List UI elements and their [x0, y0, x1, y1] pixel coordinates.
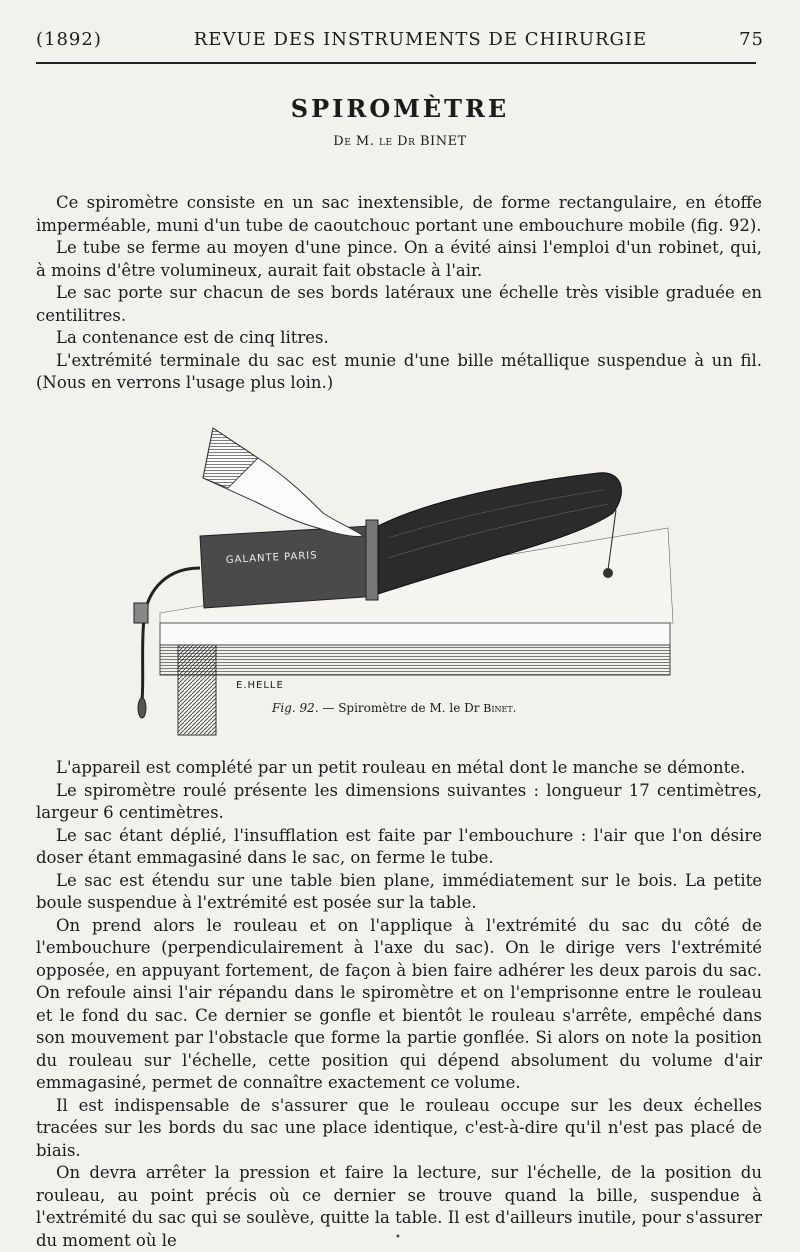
caption-figure-number: Fig. 92. — [272, 701, 319, 715]
running-header — [36, 26, 764, 52]
paragraph: La contenance est de cinq litres. — [56, 328, 329, 347]
paragraph: Le sac porte sur chacun de ses bords latéraux une échelle très visible graduée en centilitres. — [36, 283, 762, 325]
header-journal-title: REVUE DES INSTRUMENTS DE CHIRURGIE — [193, 28, 648, 50]
body-text-bottom — [36, 757, 762, 1252]
figure-caption — [272, 701, 516, 715]
article-title: SPIROMÈTRE — [290, 94, 510, 123]
device-label: GALANTE PARIS — [225, 550, 318, 566]
paragraph: L'extrémité terminale du sac est munie d'une bille métallique suspendue à un fil. (Nous en verrons l'usage plus loin.) — [36, 350, 762, 392]
bag-flat-panel — [200, 526, 378, 608]
paragraph: On devra arrêter la pression et faire la lecture, sur l'échelle, de la position du rouleau, au point précis où ce dernier se trouve quand la bille, suspendue à l'extrémité du sac qui se soulève, quitte la table. Il est d'ailleurs inutile, pour s'assurer du moment où le — [36, 1163, 762, 1250]
tube-clamp — [134, 603, 148, 623]
caption-text: — Spiromètre de M. le Dr — [318, 701, 484, 715]
caption-name: Binet. — [483, 702, 517, 715]
header-rule — [36, 62, 756, 64]
header-page-number: 75 — [739, 28, 764, 50]
engraver-signature: E.HELLE — [236, 680, 284, 691]
article-author — [0, 134, 800, 149]
paragraph: Ce spiromètre consiste en un sac inextensible, de forme rectangulaire, en étoffe imperméable, muni d'un tube de caoutchouc portant une embouchure mobile (fig. 92). — [36, 193, 762, 235]
paragraph: Le tube se ferme au moyen d'une pince. On a évité ainsi l'emploi d'un robinet, qui, à moins d'être volumineux, aurait fait obstacle à l'air. — [36, 238, 762, 280]
roller — [366, 520, 378, 600]
header-year: (1892) — [36, 28, 102, 50]
table-apron — [160, 645, 670, 675]
footer-mark: • — [395, 1232, 401, 1243]
table-edge — [160, 623, 670, 645]
author-name: BINET — [420, 134, 467, 149]
mouthpiece — [138, 698, 146, 718]
paragraph: Il est indispensable de s'assurer que le rouleau occupe sur les deux échelles tracées sur les bords du sac une place identique, c'est-à-dire qu'il n'est pas placé de biais. — [36, 1095, 762, 1160]
body-text-top — [36, 192, 762, 395]
spirometer-illustration — [108, 418, 748, 738]
author-prefix: De M. le Dr — [333, 134, 416, 149]
paragraph: L'appareil est complété par un petit rouleau en métal dont le manche se démonte. — [56, 758, 746, 777]
metal-ball — [603, 568, 613, 578]
paragraph: Le spiromètre roulé présente les dimensions suivantes : longueur 17 centimètres, largeur 6 centimètres. — [36, 780, 762, 822]
paragraph: Le sac est étendu sur une table bien plane, immédiatement sur le bois. La petite boule suspendue à l'extrémité est posée sur la table. — [36, 870, 762, 912]
paragraph: Le sac étant déplié, l'insufflation est faite par l'embouchure : l'air que l'on désire doser étant emmagasiné dans le sac, on ferme le tube. — [36, 825, 762, 867]
paragraph: On prend alors le rouleau et on l'applique à l'extrémité du sac du côté de l'embouchure (perpendiculairement à l'axe du sac). On le dirige vers l'extrémité opposée, en appuyant fortement, de façon à bien faire adhérer les deux parois du sac. On refoule ainsi l'air répandu dans le spiromètre et on l'emprisonne entre le rouleau et le fond du sac. Ce dernier se gonfle et bientôt le rouleau s'arrête, empêché dans son mouvement par l'obstacle que forme la partie gonflée. Si alors on note la position du rouleau sur l'échelle, cette position qui dépend absolument du volume d'air emmagasiné, permet de connaître exactement ce volume. — [36, 915, 762, 1092]
table-leg — [178, 645, 216, 735]
